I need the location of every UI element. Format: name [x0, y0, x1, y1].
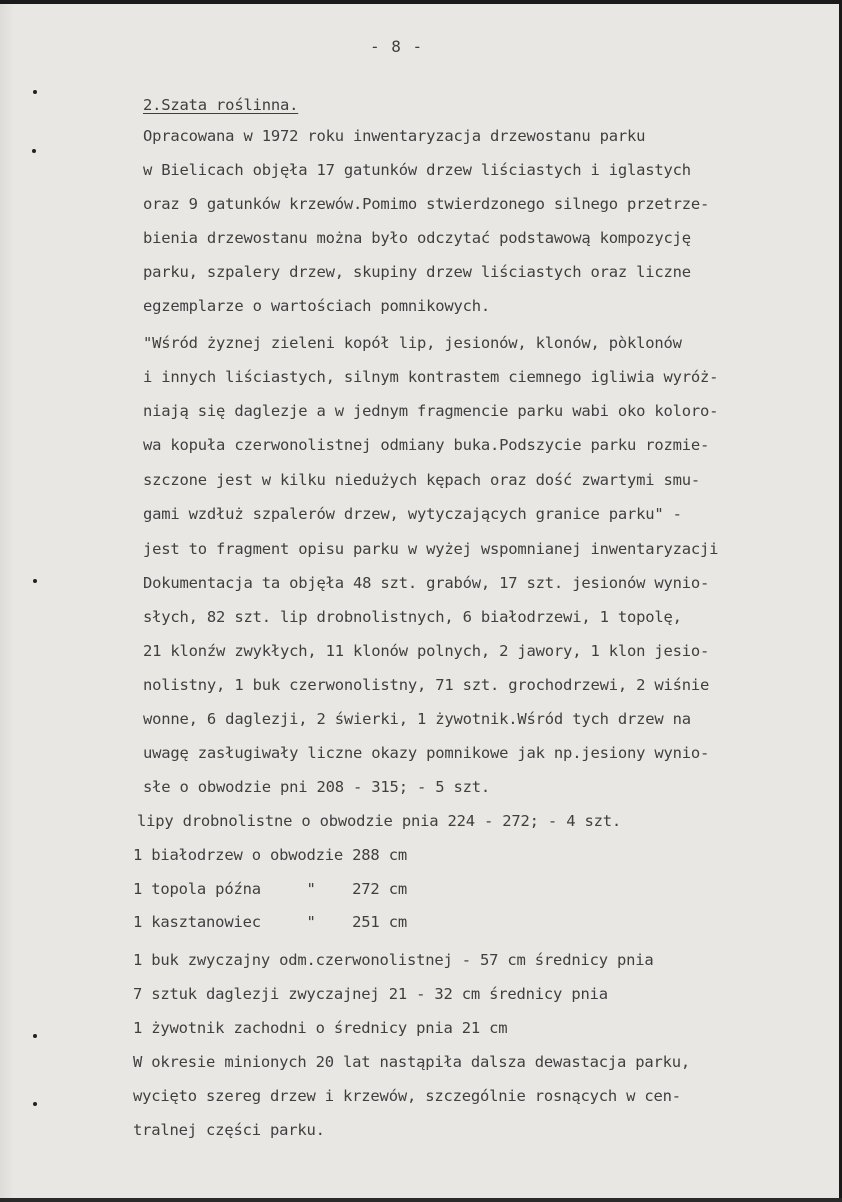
text-line: nolistny, 1 buk czerwonolistny, 71 szt. grochodrzewi, 2 wiśnie — [143, 676, 710, 694]
punch-hole — [33, 1034, 37, 1038]
punch-hole — [33, 579, 37, 583]
punch-hole — [33, 90, 37, 94]
text-line: gami wzdłuż szpalerów drzew, wytyczających granice parku" - — [143, 505, 682, 523]
text-line: parku, szpalery drzew, skupiny drzew liściastych oraz liczne — [143, 263, 691, 281]
text-line: Dokumentacja ta objęła 48 szt. grabów, 17 szt. jesionów wynio- — [143, 574, 710, 592]
punch-hole — [33, 1102, 37, 1106]
text-line: "Wśród żyznej zieleni kopół lip, jesionów, klonów, pòklonów — [143, 334, 682, 352]
text-line: wycięto szereg drzew i krzewów, szczególnie rosnących w cen- — [133, 1087, 681, 1105]
punch-hole — [32, 149, 36, 153]
text-line: 1 buk zwyczajny odm.czerwonolistnej - 57 cm średnicy pnia — [133, 951, 654, 969]
text-line: niają się daglezje a w jednym fragmencie parku wabi oko koloro- — [143, 402, 719, 420]
text-line: wonne, 6 daglezji, 2 świerki, 1 żywotnik.Wśród tych drzew na — [143, 710, 691, 728]
text-line: bienia drzewostanu można było odczytać podstawową kompozycję — [143, 229, 691, 247]
text-line: słych, 82 szt. lip drobnolistnych, 6 białodrzewi, 1 topolę, — [143, 608, 682, 626]
text-line: lipy drobnolistne o obwodzie pnia 224 - 272; - 4 szt. — [137, 812, 621, 830]
text-line: 1 żywotnik zachodni o średnicy pnia 21 cm — [133, 1019, 508, 1037]
text-line: 1 kasztanowiec " 251 cm — [133, 913, 407, 931]
text-line: egzemplarze o wartościach pomnikowych. — [143, 297, 491, 315]
text-line: W okresie minionych 20 lat nastąpiła dalsza dewastacja parku, — [133, 1053, 691, 1071]
text-line: tralnej części parku. — [133, 1121, 325, 1139]
text-line: w Bielicach objęła 17 gatunków drzew liściastych i iglastych — [143, 161, 691, 179]
text-line: uwagę zasługiwały liczne okazy pomnikowe jak np.jesiony wynio- — [143, 744, 710, 762]
text-line: szczone jest w kilku niedużych kępach oraz dość zwartymi smu- — [143, 471, 701, 489]
text-line: wa kopuła czerwonolistnej odmiany buka.Podszycie parku rozmie- — [143, 436, 710, 454]
text-line: Opracowana w 1972 roku inwentaryzacja drzewostanu parku — [143, 127, 646, 145]
text-line: 1 białodrzew o obwodzie 288 cm — [133, 846, 407, 864]
text-line: i innych liściastych, silnym kontrastem ciemnego igliwia wyróż- — [143, 368, 719, 386]
text-line: 1 topola późna " 272 cm — [133, 880, 407, 898]
text-line: oraz 9 gatunków krzewów.Pomimo stwierdzonego silnego przetrze- — [143, 195, 710, 213]
text-line: słe o obwodzie pni 208 - 315; - 5 szt. — [143, 778, 491, 796]
text-line: 7 sztuk daglezji zwyczajnej 21 - 32 cm średnicy pnia — [133, 985, 608, 1003]
page-number: - 8 - — [370, 37, 424, 56]
text-line: jest to fragment opisu parku w wyżej wspomnianej inwentaryzacji — [143, 540, 719, 558]
section-heading: 2.Szata roślinna. — [143, 96, 299, 114]
text-line: 21 klonźw zwykłych, 11 klonów polnych, 2 jawory, 1 klon jesio- — [143, 642, 710, 660]
page-edge-shadow — [0, 4, 14, 1202]
